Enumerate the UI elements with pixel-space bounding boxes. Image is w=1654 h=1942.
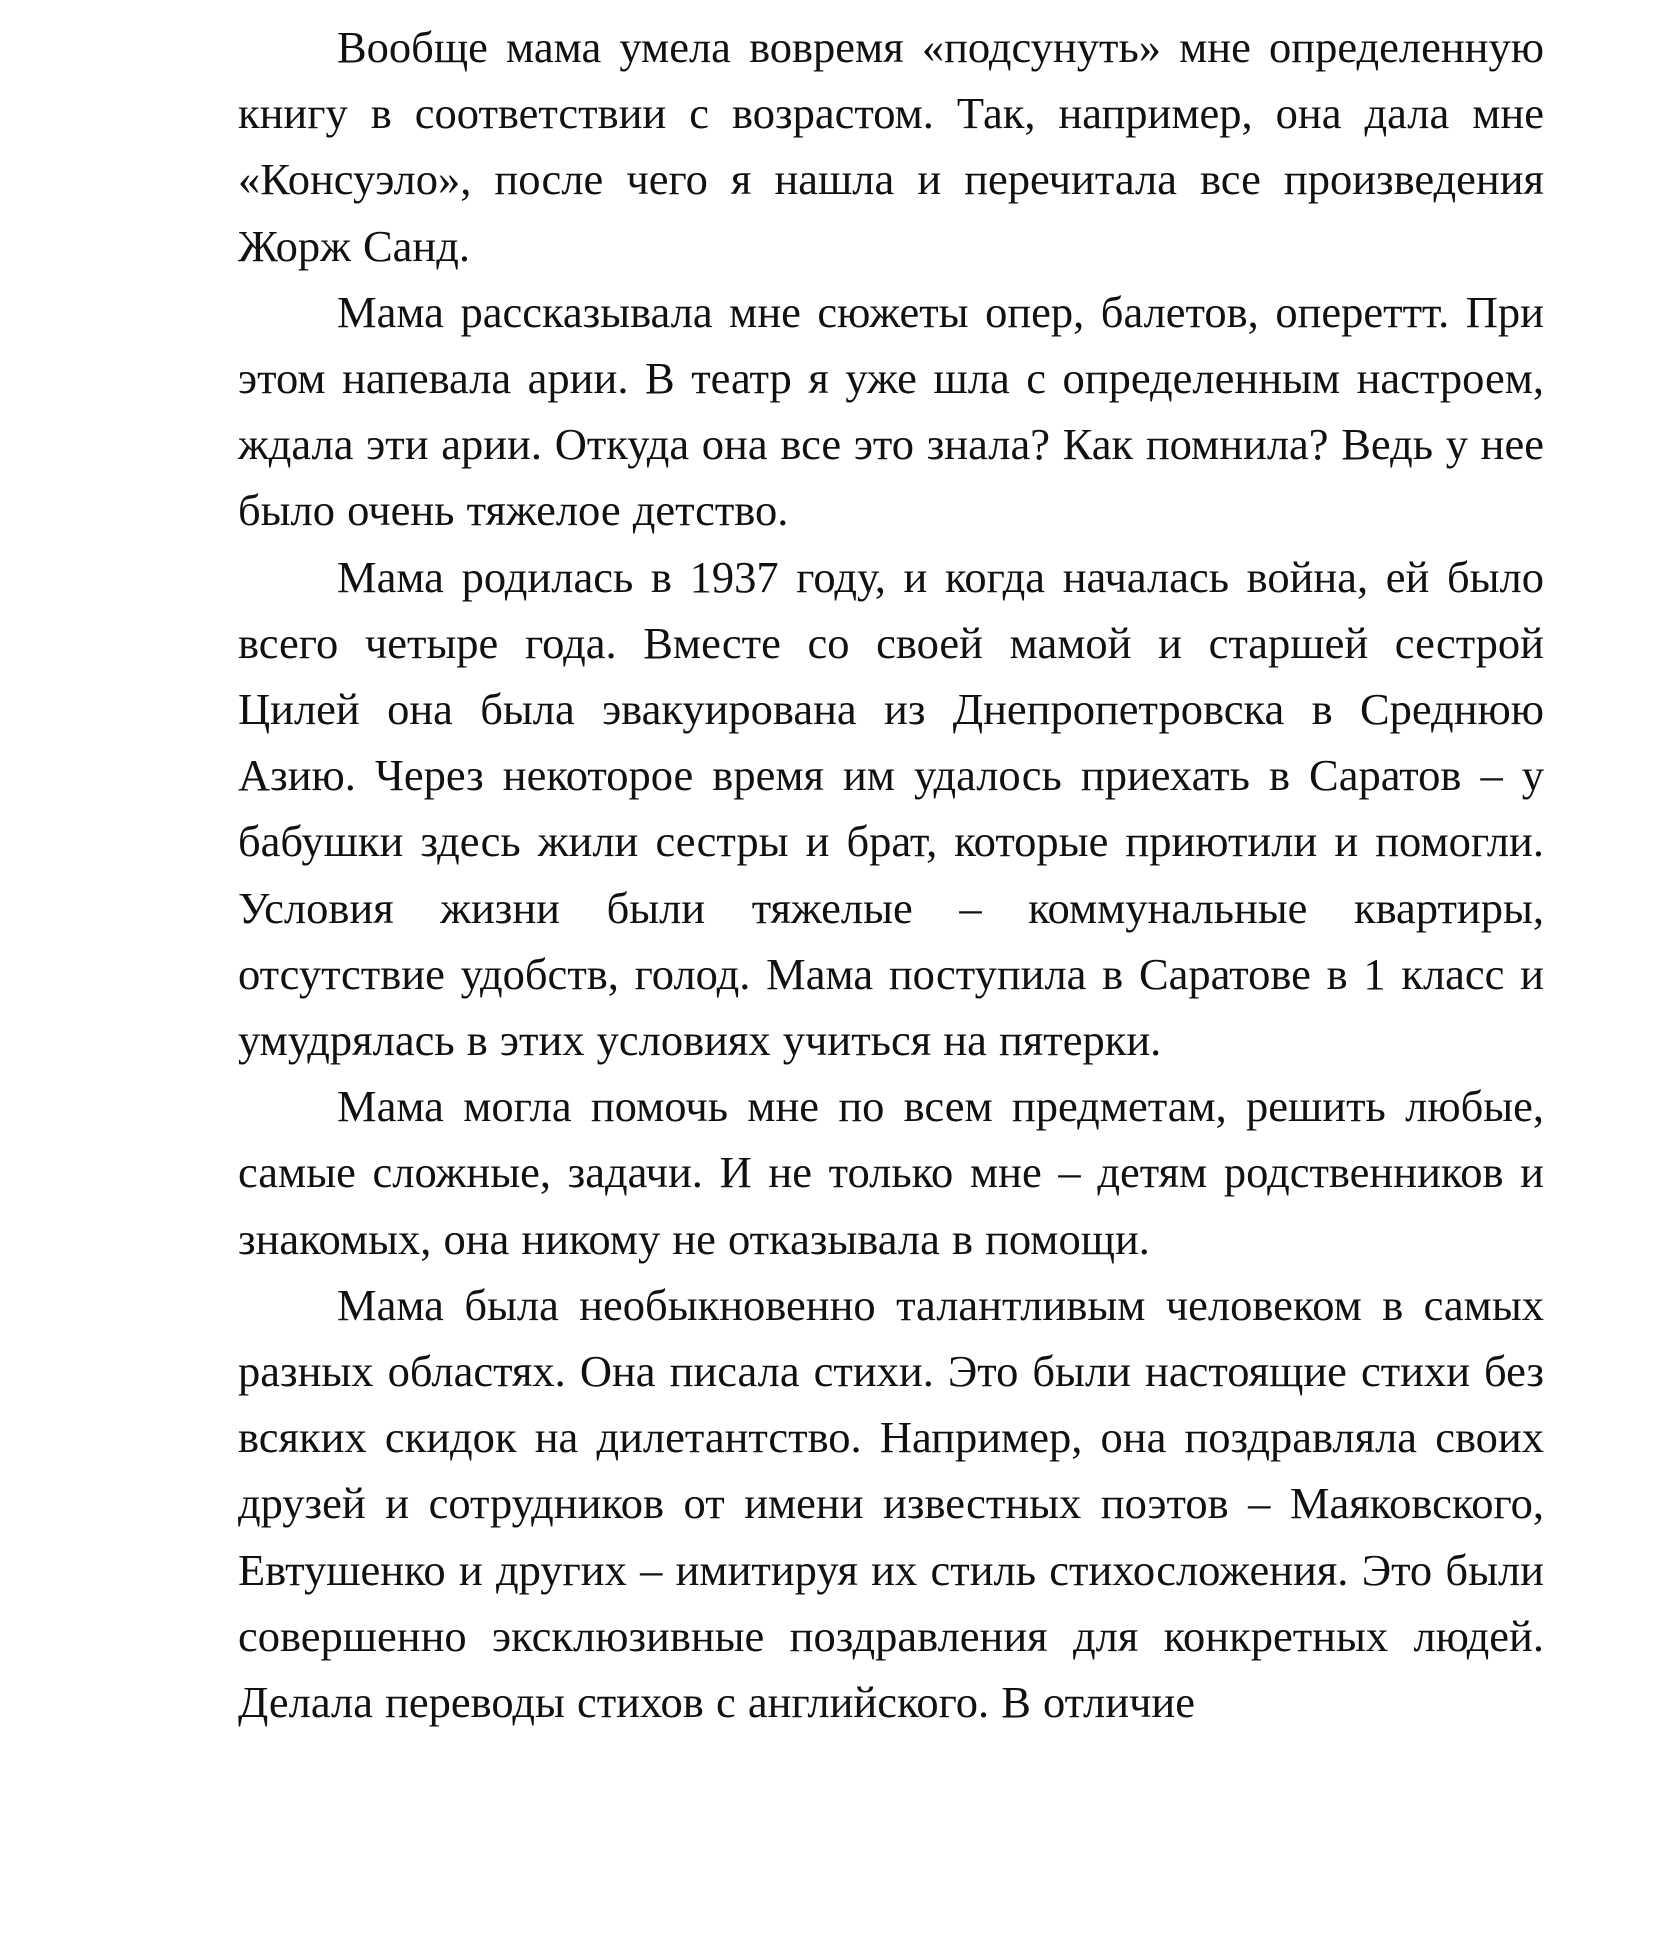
paragraph-2: Мама рассказывала мне сюжеты опер, балетов, опереттт. При этом напевала арии. В театр я уже шла с определенным настроем, ждала эти арии. Откуда она все это знала? Как помнила? Ведь у нее было очень тяжелое детство. [238, 286, 1544, 536]
paragraph-1: Вообще мама умела вовремя «подсунуть» мне определенную книгу в соответствии с возрастом. Так, например, она дала мне «Консуэло», после чего я нашла и перечитала все произведения Жорж Санд. [238, 22, 1544, 271]
paragraph-5: Мама была необыкновенно талантливым человеком в самых разных областях. Она писала стихи. Это были настоящие стихи без всяких скидок на дилетантство. Например, она поздравляла своих друзей и сотрудников от имени известных поэтов – Маяковского, Евтушенко и других – имитируя их стиль стихосложения. Это были совершенно эксклюзивные поздравления для конкретных людей. Делала переводы стихов с английского. В отличие [238, 1279, 1544, 1728]
paragraph-3: Мама родилась в 1937 году, и когда началась война, ей было всего четыре года. Вместе со своей мамой и старшей сестрой Цилей она была эвакуирована из Днепропетровска в Среднюю Азию. Через некоторое время им удалось приехать в Саратов – у бабушки здесь жили сестры и брат, которые приютили и помогли. Условия жизни были тяжелые – коммунальные квартиры, отсутствие удобств, голод. Мама поступила в Саратове в 1 класс и умудрялась в этих условиях учиться на пятерки. [238, 551, 1544, 1066]
paragraph-4: Мама могла помочь мне по всем предметам, решить любые, самые сложные, задачи. И не только мне – детям родственников и знакомых, она никому не отказывала в помощи. [238, 1081, 1544, 1264]
document-page [238, 14, 1544, 1735]
